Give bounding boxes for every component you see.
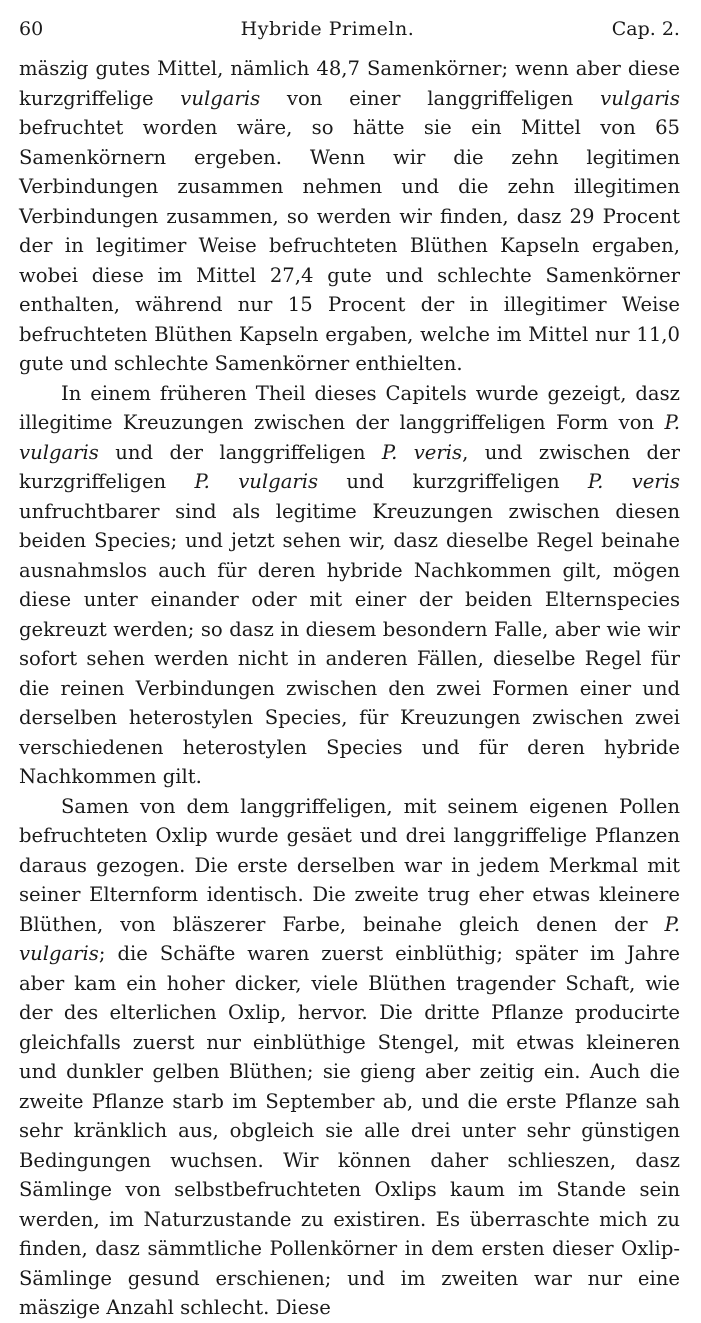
italic-run: P. vulgaris — [19, 411, 680, 464]
text-run: Samen von dem langgriffeligen, mit seinem eigenen Pollen befruchteten Oxlip wurde gesäet und drei langgriffelige Pflanzen daraus gezogen. Die erste derselben war in jedem Merkmal mit seiner Elternform identisch. Die zweite trug eher etwas kleinere Blüthen, von bläszerer Farbe, beinahe gleich denen der — [19, 794, 680, 936]
text-run: unfruchtbarer sind als legitime Kreuzungen zwischen diesen beiden Species; und jetzt sehen wir, dasz dieselbe Regel beinahe ausnahmslos auch für deren hybride Nachkommen gilt, mögen diese unter einander oder mit einer der beiden Elternspecies gekreuzt werden; so dasz in diesem besondern Falle, aber wie wir sofort sehen werden nicht in anderen Fällen, dieselbe Regel für die reinen Verbindungen zwischen den zwei Formen einer und derselben heterostylen Species, für Kreuzungen zwischen zwei verschiedenen heterostylen Species und für deren hybride Nachkommen gilt. — [19, 499, 680, 788]
text-run: befruchtet worden wäre, so hätte sie ein Mittel von 65 Samenkörnern ergeben. Wenn wir die zehn legitimen Verbindungen zusammen nehmen und die zehn illegitimen Verbindungen zusammen, so werden wir finden, dasz 29 Procent der in legitimer Weise befruchteten Blüthen Kapseln ergaben, wobei diese im Mittel 27,4 gute und schlechte Samenkörner enthalten, während nur 15 Procent der in illegitimer Weise befruchteten Blüthen Kapseln ergaben, welche im Mittel nur 11,0 gute und schlechte Samenkörner enthielten. — [19, 116, 680, 375]
paragraph-1 — [19, 54, 680, 379]
text-run: mäszig gutes Mittel, nämlich 48,7 Samenkörner; wenn aber diese kurzgriffelige — [19, 57, 680, 110]
chapter-label: Cap. 2. — [611, 18, 680, 40]
page-number: 60 — [19, 18, 44, 40]
italic-run: P. veris — [587, 470, 680, 493]
italic-run: P. vulgaris — [194, 470, 319, 493]
text-run: In einem früheren Theil dieses Capitels wurde gezeigt, dasz illegitime Kreuzungen zwischen der langgriffeligen Form von — [19, 381, 680, 434]
text-run: und der langgriffeligen — [98, 440, 382, 464]
italic-run: vulgaris — [600, 86, 680, 110]
paragraph-2 — [19, 379, 680, 792]
text-run: von einer langgriffeligen — [260, 86, 601, 110]
italic-run: P. veris — [381, 440, 463, 464]
italic-run: vulgaris — [180, 86, 261, 110]
running-header — [19, 18, 680, 50]
text-run: und kurzgriffeligen — [318, 470, 588, 493]
body-text — [19, 54, 680, 1323]
paragraph-3 — [19, 792, 680, 1323]
italic-run: P. vulgaris — [19, 912, 680, 965]
running-title: Hybride Primeln. — [240, 18, 415, 40]
text-run: , und zwischen der kurzgriffeligen — [19, 440, 680, 493]
text-run: ; die Schäfte waren zuerst einblüthig; später im Jahre aber kam ein hoher dicker, viele Blüthen tragender Schaft, wie der des elterlichen Oxlip, hervor. Die dritte Pflanze producirte gleichfalls zuerst nur einblüthige Stengel, mit etwas kleineren und dunkler gelben Blüthen; sie gieng aber zeitig ein. Auch die zweite Pflanze starb im September ab, und die erste Pflanze sah sehr kränklich aus, obgleich sie alle drei unter sehr günstigen Bedingungen wuchsen. Wir können daher schlieszen, dasz Sämlinge von selbstbefruchteten Oxlips kaum im Stande sein werden, im Naturzustande zu existiren. Es überraschte mich zu finden, dasz sämmtliche Pollenkörner in dem ersten dieser Oxlip-Sämlinge gesund erschienen; und im zweiten war nur eine mäszige Anzahl schlecht. Diese — [19, 942, 680, 1319]
